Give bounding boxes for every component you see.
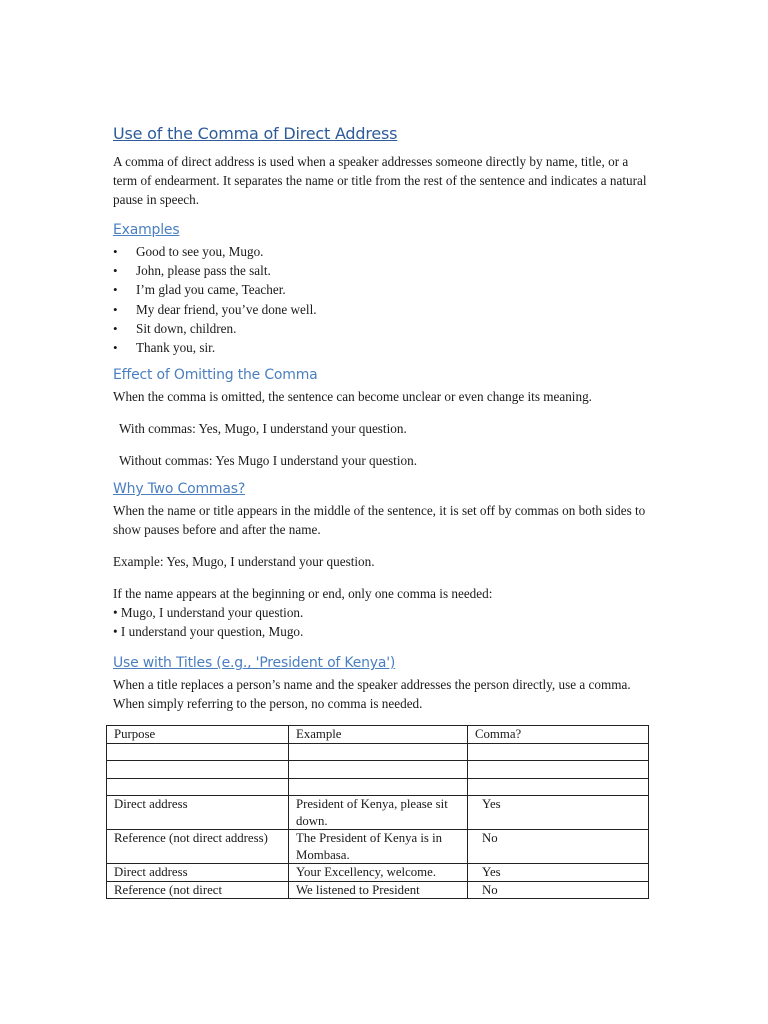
table-row-empty <box>107 778 649 796</box>
table-cell <box>468 778 649 796</box>
omitting-paragraph: When the comma is omitted, the sentence can become unclear or even change its meaning. <box>113 389 592 405</box>
table-cell <box>107 778 289 796</box>
bullet-icon: • <box>113 301 118 317</box>
two-commas-heading: Why Two Commas? <box>113 481 246 498</box>
table-cell: Yes <box>468 864 649 882</box>
titles-paragraph: When a title replaces a person’s name and the speaker addresses the person directly, use a comma. When simply referring to the person, no comma is needed. <box>113 677 631 712</box>
table-cell <box>468 761 649 779</box>
table-cell: The President of Kenya is in Mombasa. <box>289 830 468 864</box>
table-cell: Reference (not direct <box>107 881 289 899</box>
intro-paragraph: A comma of direct address is used when a speaker addresses someone directly by name, title, or a term of endearment. It separates the name or title from the rest of the sentence and indicates a natural pause in speech. <box>113 154 647 207</box>
table-cell: Direct address <box>107 864 289 882</box>
table-header-cell: Purpose <box>107 726 289 744</box>
table-header-cell: Comma? <box>468 726 649 744</box>
table-cell: Yes <box>468 796 649 830</box>
examples-heading: Examples <box>113 222 180 238</box>
document-body <box>113 122 653 899</box>
two-commas-example: Example: Yes, Mugo, I understand your question. <box>113 554 375 570</box>
without-commas-example: Without commas: Yes Mugo I understand your question. <box>119 453 417 469</box>
list-item: • Thank you, sir. <box>113 338 653 357</box>
bullet-icon: • <box>113 340 118 356</box>
table-row-empty <box>107 761 649 779</box>
table-row <box>107 864 649 882</box>
omitting-heading: Effect of Omitting the Comma <box>113 367 318 384</box>
titles-heading: Use with Titles (e.g., 'President of Kenya') <box>113 655 396 672</box>
table-cell: We listened to President <box>289 881 468 899</box>
table-row-empty <box>107 743 649 761</box>
list-item: • Sit down, children. <box>113 319 653 338</box>
comma-usage-table <box>106 725 649 899</box>
page-title: Use of the Comma of Direct Address <box>113 124 398 143</box>
table-cell <box>289 778 468 796</box>
table-row <box>107 830 649 864</box>
table-header-cell: Example <box>289 726 468 744</box>
list-item: • I’m glad you came, Teacher. <box>113 280 653 299</box>
with-commas-example: With commas: Yes, Mugo, I understand your question. <box>119 421 407 437</box>
table-cell <box>289 761 468 779</box>
bullet-icon: • <box>113 320 118 336</box>
table-header-row <box>107 726 649 744</box>
table-row <box>107 796 649 830</box>
table-cell <box>468 743 649 761</box>
bullet-icon: • <box>113 282 118 298</box>
table-cell: No <box>468 881 649 899</box>
table-cell: President of Kenya, please sit down. <box>289 796 468 830</box>
table-cell <box>107 761 289 779</box>
table-cell <box>289 743 468 761</box>
table-cell: Your Excellency, welcome. <box>289 864 468 882</box>
single-comma-item: • I understand your question, Mugo. <box>113 624 304 640</box>
bullet-icon: • <box>113 263 118 279</box>
examples-list <box>113 242 653 357</box>
single-comma-item: • Mugo, I understand your question. <box>113 605 304 621</box>
two-commas-paragraph: When the name or title appears in the middle of the sentence, it is set off by commas on both sides to show pauses before and after the name. <box>113 503 646 538</box>
bullet-icon: • <box>113 244 118 259</box>
table-row <box>107 881 649 899</box>
list-item: • My dear friend, you’ve done well. <box>113 300 653 319</box>
single-comma-intro: If the name appears at the beginning or end, only one comma is needed: <box>113 586 493 602</box>
table-cell: Reference (not direct address) <box>107 830 289 864</box>
table-cell: No <box>468 830 649 864</box>
table-cell <box>107 743 289 761</box>
list-item: • Good to see you, Mugo. <box>113 242 653 261</box>
table-cell: Direct address <box>107 796 289 830</box>
list-item: • John, please pass the salt. <box>113 261 653 280</box>
